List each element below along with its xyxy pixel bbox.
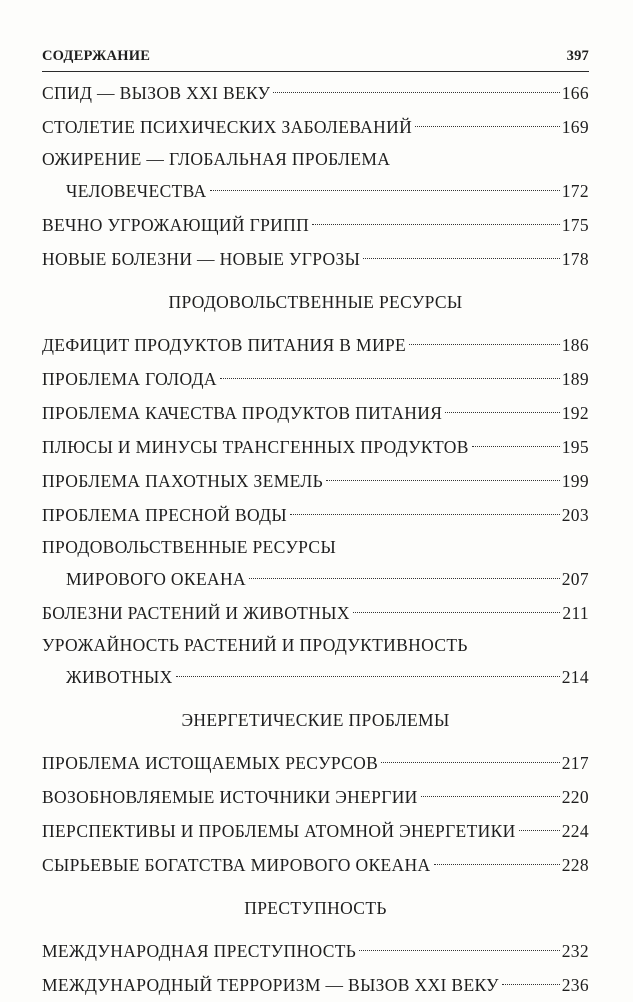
section-heading-crime: ПРЕСТУПНОСТЬ — [244, 898, 387, 918]
toc-entry-title-continued: ЧЕЛОВЕЧЕСТВА — [66, 181, 207, 201]
dot-leader — [359, 950, 560, 951]
dot-leader — [445, 412, 559, 413]
page-number: 397 — [566, 48, 589, 64]
dot-leader — [502, 984, 560, 985]
toc-entry[interactable] — [42, 110, 589, 144]
toc-entry-title: СТОЛЕТИЕ ПСИХИЧЕСКИХ ЗАБОЛЕВАНИЙ — [42, 117, 413, 137]
toc-entry-title: ПЛЮСЫ И МИНУСЫ ТРАНСГЕННЫХ ПРОДУКТОВ — [42, 437, 469, 457]
dot-leader — [326, 480, 560, 481]
toc-entry-title: ПРОБЛЕМА ПАХОТНЫХ ЗЕМЕЛЬ — [42, 471, 324, 491]
toc-entry[interactable] — [42, 596, 589, 630]
toc-entry-title: НОВЫЕ БОЛЕЗНИ — НОВЫЕ УГРОЗЫ — [42, 249, 361, 269]
dot-leader — [421, 796, 560, 797]
header-rule — [42, 71, 589, 72]
toc-entry[interactable] — [42, 76, 589, 110]
toc-entry-title: ДЕФИЦИТ ПРОДУКТОВ ПИТАНИЯ В МИРЕ — [42, 335, 407, 355]
toc-entry[interactable] — [42, 242, 589, 276]
toc-entry-page: 175 — [561, 215, 589, 235]
dot-leader — [249, 578, 560, 579]
toc-entry-title: МЕЖДУНАРОДНЫЙ ТЕРРОРИЗМ — ВЫЗОВ XXI ВЕКУ — [42, 975, 499, 995]
toc-entry-page: 189 — [561, 369, 589, 389]
dot-leader — [363, 258, 559, 259]
toc-entry-page: 199 — [561, 471, 589, 491]
dot-leader — [210, 190, 560, 191]
toc-entry[interactable] — [42, 396, 589, 430]
toc-entry-page: 217 — [561, 753, 589, 773]
dot-leader — [220, 378, 560, 379]
dot-leader — [409, 344, 560, 345]
toc-entry-page: 207 — [561, 569, 589, 589]
toc-entry-page: 211 — [562, 603, 589, 623]
dot-leader — [434, 864, 560, 865]
toc-entry-title: ПЕРСПЕКТИВЫ И ПРОБЛЕМЫ АТОМНОЙ ЭНЕРГЕТИКИ — [42, 821, 516, 841]
running-head — [42, 48, 589, 65]
toc-entry-title: ПРОДОВОЛЬСТВЕННЫЕ РЕСУРСЫ — [42, 537, 337, 557]
running-head-title: СОДЕРЖАНИЕ — [42, 48, 151, 64]
toc-entry[interactable] — [42, 746, 589, 780]
toc-entry-title: ВЕЧНО УГРОЖАЮЩИЙ ГРИПП — [42, 215, 310, 235]
toc-entry[interactable] — [42, 848, 589, 882]
toc-entry-page: 228 — [561, 855, 589, 875]
toc-entry[interactable] — [42, 464, 589, 498]
toc-entry-page: 224 — [561, 821, 589, 841]
dot-leader — [273, 92, 559, 93]
toc-entry-title: ВОЗОБНОВЛЯЕМЫЕ ИСТОЧНИКИ ЭНЕРГИИ — [42, 787, 418, 807]
toc-entry-page: 214 — [561, 667, 589, 687]
toc-entry-page: 169 — [561, 117, 589, 137]
toc-entry-title: ПРОБЛЕМА ГОЛОДА — [42, 369, 217, 389]
toc-entry-title-continued: МИРОВОГО ОКЕАНА — [66, 569, 246, 589]
toc-entry-title: ОЖИРЕНИЕ — ГЛОБАЛЬНАЯ ПРОБЛЕМА — [42, 149, 391, 169]
toc-entry-title: БОЛЕЗНИ РАСТЕНИЙ И ЖИВОТНЫХ — [42, 603, 350, 623]
toc-entry-page: 186 — [561, 335, 589, 355]
toc-entry-page: 203 — [561, 505, 589, 525]
dot-leader — [472, 446, 560, 447]
toc-entry[interactable] — [42, 208, 589, 242]
toc-entry[interactable] — [42, 780, 589, 814]
dot-leader — [312, 224, 560, 225]
toc-entry-title: СЫРЬЕВЫЕ БОГАТСТВА МИРОВОГО ОКЕАНА — [42, 855, 431, 875]
table-of-contents — [42, 76, 589, 1002]
toc-entry[interactable] — [42, 430, 589, 464]
section-heading-energy: ЭНЕРГЕТИЧЕСКИЕ ПРОБЛЕМЫ — [181, 710, 450, 730]
toc-entry-title: СПИД — ВЫЗОВ XXI ВЕКУ — [42, 83, 271, 103]
toc-entry[interactable] — [42, 630, 589, 694]
toc-entry[interactable] — [42, 328, 589, 362]
toc-entry-title-continued: ЖИВОТНЫХ — [66, 667, 173, 687]
dot-leader — [415, 126, 560, 127]
toc-entry-title: МЕЖДУНАРОДНАЯ ПРЕСТУПНОСТЬ — [42, 941, 357, 961]
toc-entry[interactable] — [42, 498, 589, 532]
toc-entry[interactable] — [42, 362, 589, 396]
dot-leader — [176, 676, 560, 677]
toc-entry-title: ПРОБЛЕМА ПРЕСНОЙ ВОДЫ — [42, 505, 287, 525]
dot-leader — [519, 830, 560, 831]
toc-entry-page: 220 — [561, 787, 589, 807]
toc-entry[interactable] — [42, 144, 589, 208]
section-heading-food: ПРОДОВОЛЬСТВЕННЫЕ РЕСУРСЫ — [168, 292, 463, 312]
dot-leader — [353, 612, 561, 613]
toc-entry-page: 178 — [561, 249, 589, 269]
toc-entry-title: ПРОБЛЕМА КАЧЕСТВА ПРОДУКТОВ ПИТАНИЯ — [42, 403, 443, 423]
toc-entry[interactable] — [42, 814, 589, 848]
toc-entry-page: 232 — [561, 941, 589, 961]
dot-leader — [290, 514, 560, 515]
toc-entry-page: 192 — [561, 403, 589, 423]
toc-entry-page: 195 — [561, 437, 589, 457]
toc-entry-page: 236 — [561, 975, 589, 995]
toc-entry-title: ПРОБЛЕМА ИСТОЩАЕМЫХ РЕСУРСОВ — [42, 753, 379, 773]
toc-entry-page: 172 — [561, 181, 589, 201]
toc-entry[interactable] — [42, 934, 589, 968]
toc-entry-page: 166 — [561, 83, 589, 103]
dot-leader — [381, 762, 560, 763]
toc-entry[interactable] — [42, 532, 589, 596]
toc-entry[interactable] — [42, 968, 589, 1002]
toc-entry-title: УРОЖАЙНОСТЬ РАСТЕНИЙ И ПРОДУКТИВНОСТЬ — [42, 635, 468, 655]
